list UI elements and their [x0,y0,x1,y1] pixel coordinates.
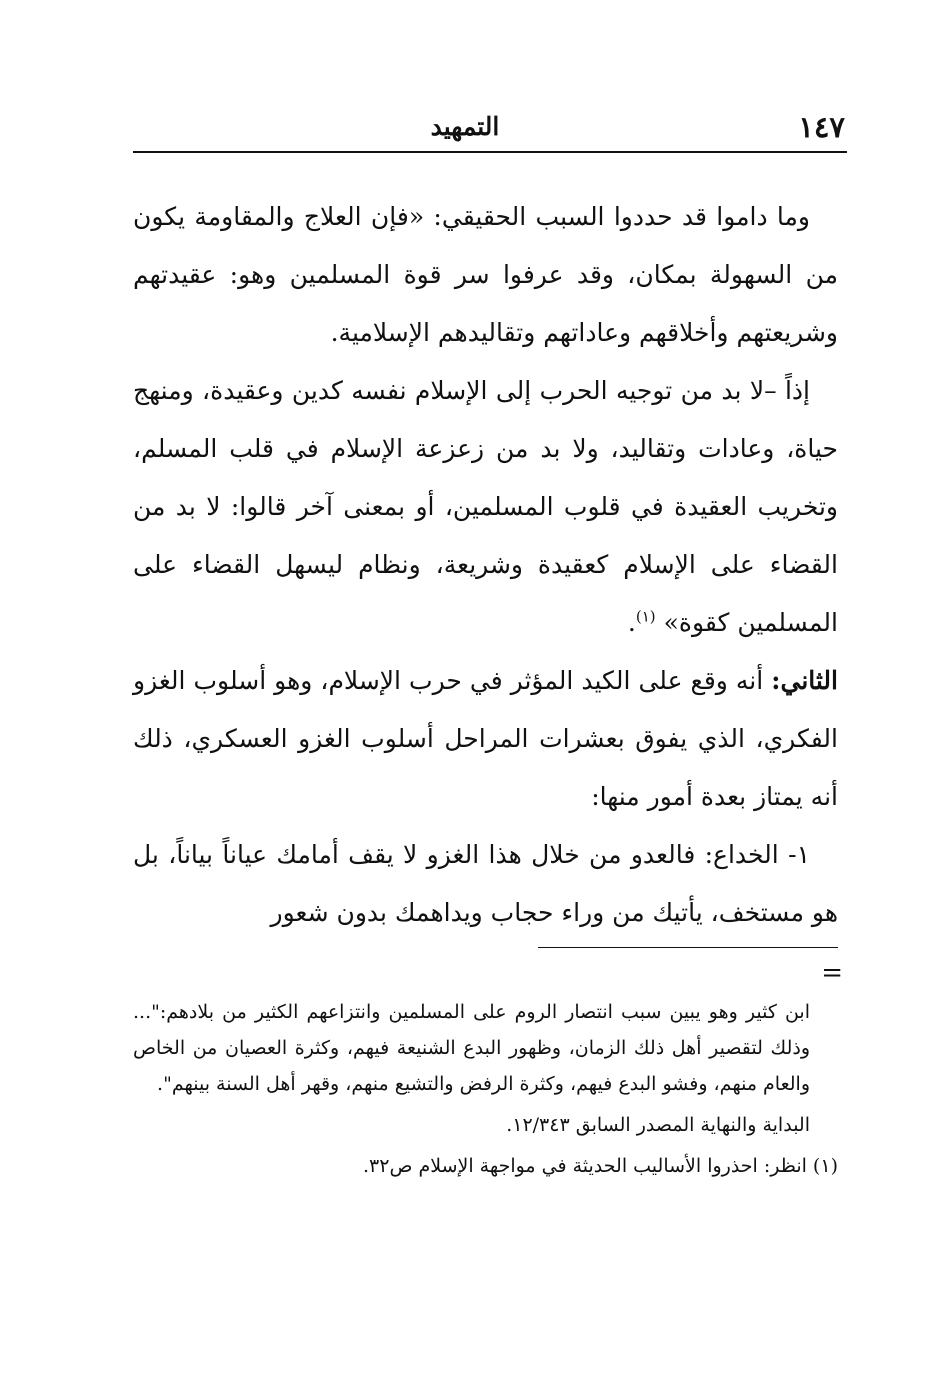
paragraph-4: ١- الخداع: فالعدو من خلال هذا الغزو لا يقف أمامك عياناً بياناً، بل هو مستخف، يأتيك من وراء حجاب ويداهمك بدون شعور [133,840,838,927]
footnotes [133,994,838,1184]
running-head: التمهيد [430,112,500,141]
footnote-continued-source: البداية والنهاية المصدر السابق ١٢/٣٤٣. [506,1114,810,1136]
footnote-continued-text: ابن كثير وهو يبين سبب انتصار الروم على المسلمين وانتزاعهم الكثير من بلادهم:"... وذلك لتقصير أهل ذلك الزمان، وظهور البدع الشنيعة فيهم، وكثرة العصيان من الخاص والعام منهم، وفشو البدع فيهم، وكثرة الرفض والتشيع منهم، وقهر أهل السنة بينهم". [133,1001,810,1095]
page-number: ١٤٧ [798,110,845,144]
footnote-rule [538,947,838,948]
header-rule [133,151,847,153]
paragraph-3-label: الثاني: [771,666,838,695]
body-text [133,188,838,942]
paragraph-1: وما داموا قد حددوا السبب الحقيقي: «فإن العلاج والمقاومة يكون من السهولة بمكان، وقد عرفوا سر قوة المسلمين وهو: عقيدتهم وشريعتهم وأخلاقهم وعاداتهم وتقاليدهم الإسلامية. [133,202,838,347]
footnote-1: (١) انظر: احذروا الأساليب الحديثة في مواجهة الإسلام ص٣٢. [362,1155,838,1177]
paragraph-3 [133,652,838,826]
paragraph-2-text: إذاً –لا بد من توجيه الحرب إلى الإسلام نفسه كدين وعقيدة، ومنهج حياة، وعادات وتقاليد، ولا بد من زعزعة الإسلام في قلب المسلم، وتخريب العقيدة في قلوب المسلمين، أو بمعنى آخر قالوا: لا بد من القضاء على الإسلام كعقيدة وشريعة، ونظام ليسهل القضاء على المسلمين كقوة» [133,376,838,637]
paragraph-3-text: أنه وقع على الكيد المؤثر في حرب الإسلام، وهو أسلوب الغزو الفكري، الذي يفوق بعشرات المراحل أسلوب الغزو العسكري، ذلك أنه يمتاز بعدة أمور منها: [133,666,838,811]
continuation-mark: = [821,958,843,988]
paragraph-2-end: . [627,608,636,637]
footnote-reference: (١) [635,607,656,626]
paragraph-2 [133,362,838,652]
